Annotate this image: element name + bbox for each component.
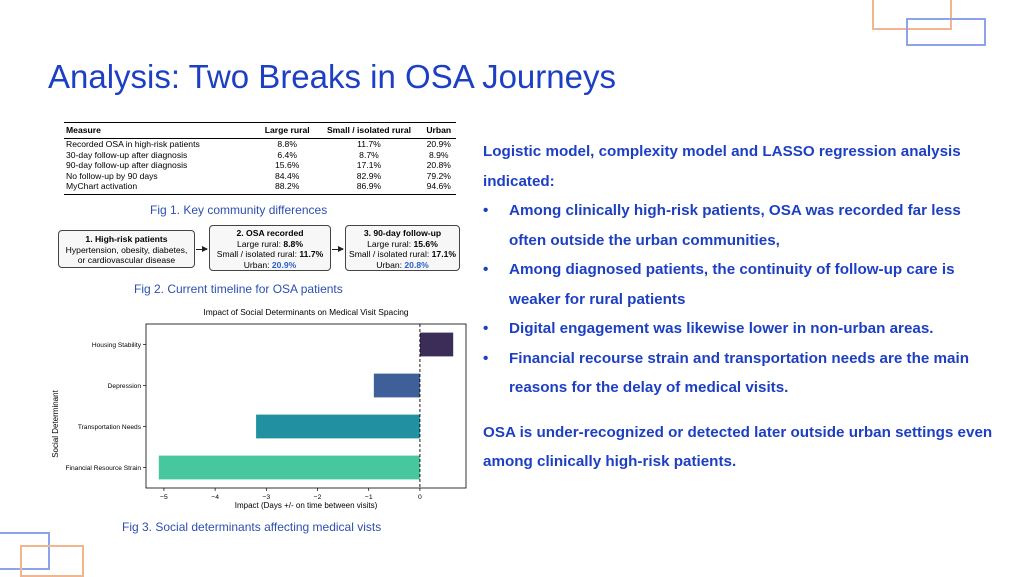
chart-y-axis-label: Social Determinant — [51, 390, 60, 458]
bullet-icon: • — [483, 261, 489, 278]
fig1-caption: Fig 1. Key community differences — [150, 203, 328, 217]
list-item-text: Digital engagement was likewise lower in non-urban areas. — [509, 320, 934, 337]
findings-list — [483, 196, 998, 403]
chart-title: Impact of Social Determinants on Medical Visit Spacing — [203, 307, 409, 317]
table-cell: 15.6% — [275, 160, 300, 171]
community-differences-table — [64, 122, 456, 195]
column-header: Large rural — [258, 123, 316, 139]
list-item — [483, 314, 998, 344]
chart-x-tick-label: −1 — [364, 494, 373, 501]
timeline-step-text: or cardiovascular disease — [77, 255, 176, 265]
table-row — [64, 171, 456, 182]
social-determinants-bar-chart — [42, 300, 472, 515]
corner-decoration-bottom-left-orange — [20, 545, 84, 577]
list-item-text: Financial recourse strain and transportation needs are the main reasons for the delay of medical visits. — [509, 349, 969, 396]
bullet-icon: • — [483, 349, 489, 367]
chart-y-tick-label: Depression — [107, 383, 141, 390]
chart-x-tick-label: −4 — [211, 494, 219, 501]
timeline-step-follow-up — [345, 225, 460, 271]
timeline-step-row: Large rural: 15.6% — [367, 238, 438, 249]
fig3-caption: Fig 3. Social determinants affecting medical vists — [122, 520, 382, 534]
table-cell: 79.2% — [426, 170, 451, 181]
table-cell: 20.9% — [426, 139, 451, 149]
timeline-step-osa-recorded — [209, 225, 331, 271]
table-cell: 94.6% — [422, 181, 456, 194]
chart-x-tick-label: −5 — [160, 494, 168, 501]
table-row — [64, 181, 456, 194]
timeline-step-row: Urban: 20.8% — [376, 259, 429, 270]
timeline-step-high-risk — [58, 230, 195, 268]
table-cell: Recorded OSA in high-risk patients — [66, 139, 200, 149]
timeline-arrow — [196, 249, 207, 250]
timeline-step-title: 2. OSA recorded — [236, 228, 304, 238]
table-header-row — [64, 123, 456, 139]
list-item — [483, 344, 998, 403]
timeline-step-title: 3. 90-day follow-up — [363, 228, 442, 238]
chart-x-tick-label: 0 — [418, 494, 422, 501]
table-cell: 8.8% — [277, 139, 297, 149]
corner-decoration-top-right-blue — [906, 18, 986, 46]
table-cell: 11.7% — [357, 139, 381, 149]
table-cell: 8.9% — [428, 149, 449, 160]
table-cell: 88.2% — [258, 181, 316, 194]
chart-x-axis-label: Impact (Days +/- on time between visits) — [234, 501, 378, 510]
chart-bar-housing-stability — [420, 333, 453, 357]
chart-y-tick-label: Housing Stability — [91, 342, 141, 349]
table-row — [64, 150, 456, 161]
bullet-icon: • — [483, 320, 489, 337]
timeline-arrow — [332, 249, 343, 250]
list-item — [483, 196, 998, 255]
chart-bar-depression — [374, 374, 420, 398]
analysis-summary — [483, 137, 998, 477]
table-cell: 84.4% — [275, 170, 300, 181]
timeline-step-title: 1. High-risk patients — [85, 234, 168, 244]
fig2-caption: Fig 2. Current timeline for OSA patients — [134, 282, 343, 296]
timeline-step-row: Urban: 20.9% — [243, 259, 297, 270]
chart-x-tick-label: −2 — [313, 494, 322, 501]
list-item — [483, 255, 998, 314]
table-cell: 86.9% — [316, 181, 421, 194]
timeline-step-text: Hypertension, obesity, diabetes, — [65, 244, 188, 255]
column-header: Urban — [422, 123, 456, 139]
table-row — [64, 139, 456, 150]
timeline-step-row: Small / isolated rural: 11.7% — [216, 249, 324, 259]
page-title: Analysis: Two Breaks in OSA Journeys — [48, 58, 616, 95]
timeline-step-row: Large rural: 8.8% — [237, 238, 303, 249]
column-header: Measure — [64, 123, 258, 139]
table-cell: 20.8% — [426, 160, 451, 171]
list-item-text: Among clinically high-risk patients, OSA was recorded far less often outside the urban communities, — [509, 202, 961, 249]
bullet-icon: • — [483, 202, 489, 219]
chart-y-tick-label: Transportation Needs — [77, 424, 141, 431]
table-cell: 82.9% — [356, 170, 382, 181]
intro-paragraph: Logistic model, complexity model and LASSO regression analysis indicated: — [483, 143, 961, 190]
table-cell: 6.4% — [277, 149, 297, 160]
list-item-text: Among diagnosed patients, the continuity of follow-up care is weaker for rural patients — [509, 261, 955, 308]
conclusion-paragraph: OSA is under-recognized or detected later outside urban settings even among clinically high-risk patients. — [483, 423, 993, 470]
table-cell: 30-day follow-up after diagnosis — [66, 149, 188, 160]
table-cell: MyChart activation — [64, 181, 258, 194]
table-row — [64, 160, 456, 171]
chart-x-tick-label: −3 — [262, 494, 271, 501]
column-header: Small / isolated rural — [316, 123, 421, 139]
table-cell: 90-day follow-up after diagnosis — [66, 160, 188, 171]
table-cell: No follow-up by 90 days — [66, 170, 158, 181]
table-cell: 17.1% — [356, 160, 382, 171]
chart-bar-transportation-needs — [256, 415, 420, 439]
chart-bar-financial-resource-strain — [159, 456, 420, 480]
table-cell: 8.7% — [359, 149, 379, 160]
chart-y-tick-label: Financial Resource Strain — [65, 465, 141, 472]
timeline-step-row: Small / isolated rural: 17.1% — [349, 249, 457, 259]
